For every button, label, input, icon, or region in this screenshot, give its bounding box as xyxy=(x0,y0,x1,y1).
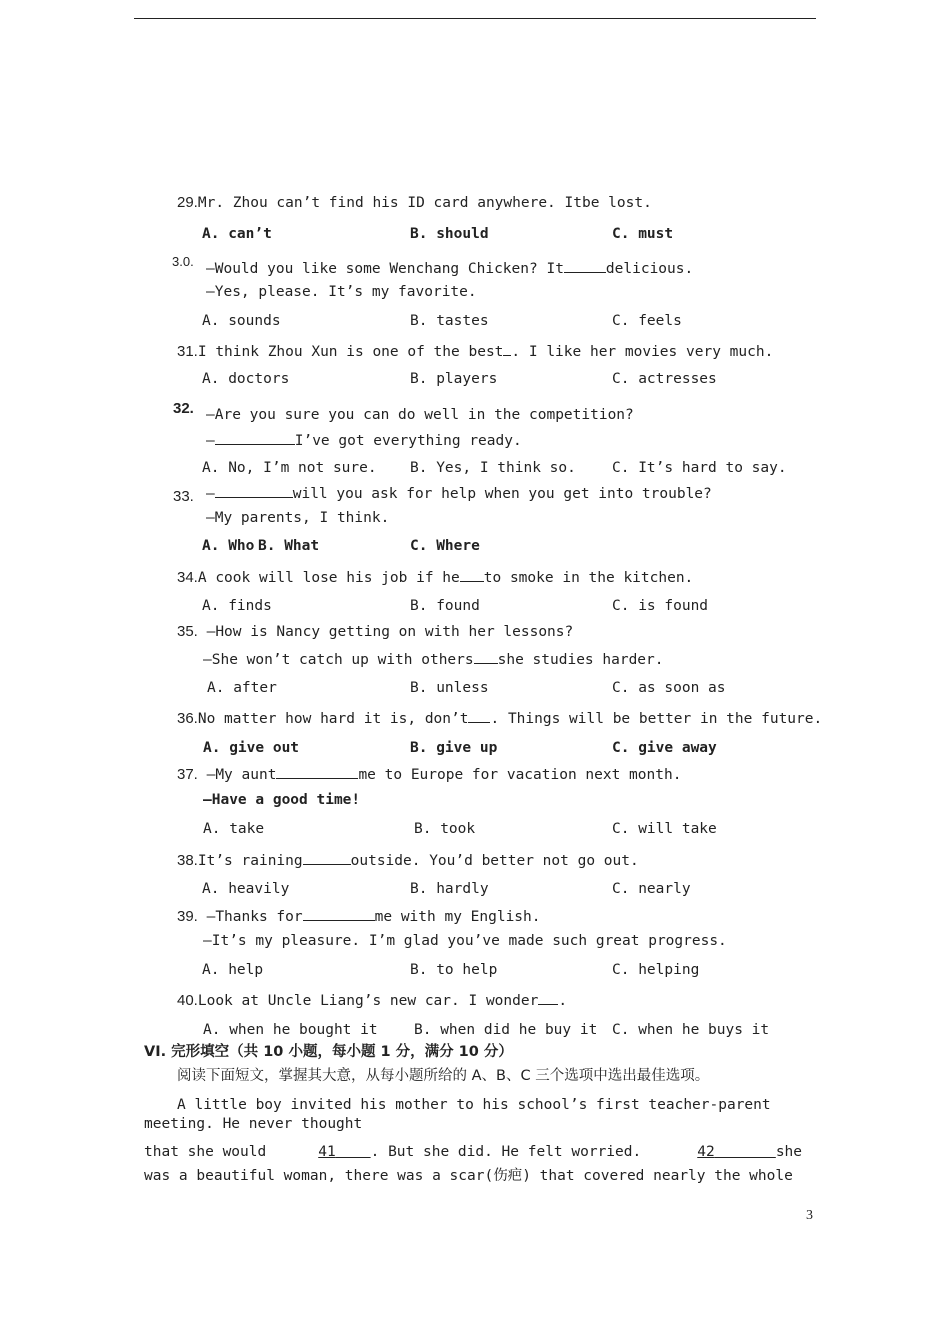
answer-blank xyxy=(303,906,375,921)
section-instruction: 阅读下面短文，掌握其大意，从每小题所给的 A、B、C 三个选项中选出最佳选项。 xyxy=(177,1068,710,1084)
answer-blank xyxy=(215,430,295,445)
answer-blank xyxy=(276,764,358,779)
page-number: 3 xyxy=(806,1208,813,1223)
q32-option-b: B. Yes, I think so. xyxy=(410,460,576,476)
q34-option-b: B. found xyxy=(410,598,480,614)
question-38: 38.It’s raining outside. You’d better not go out. xyxy=(177,852,639,869)
answer-blank xyxy=(564,258,606,273)
question-37-line2: —Have a good time! xyxy=(203,792,361,808)
q36-option-a: A. give out xyxy=(203,740,300,756)
q37-option-a: A. take xyxy=(203,821,265,837)
question-29: 29.Mr. Zhou can’t find his ID card anywhere. Itbe lost. xyxy=(177,194,652,211)
question-35-line1: 35. —How is Nancy getting on with her lessons? xyxy=(177,623,574,640)
question-32-line2: — I’ve got everything ready. xyxy=(206,430,522,450)
q39-option-c: C. helping xyxy=(612,962,700,978)
q34-option-c: C. is found xyxy=(612,598,709,614)
answer-blank xyxy=(474,649,498,664)
top-rule xyxy=(134,18,816,19)
blank-41: 41 xyxy=(318,1144,336,1160)
q34-option-a: A. finds xyxy=(202,598,272,614)
question-30-line1: —Would you like some Wenchang Chicken? It delicious. xyxy=(206,258,693,278)
question-30-line2: —Yes, please. It’s my favorite. xyxy=(206,284,477,300)
question-33-line2: —My parents, I think. xyxy=(206,510,390,526)
question-30-number: 3.0. xyxy=(172,254,194,269)
answer-blank xyxy=(468,708,490,723)
question-39-line1: 39. —Thanks for me with my English. xyxy=(177,908,541,925)
q33-option-a: A. Who xyxy=(202,538,255,554)
q31-option-b: B. players xyxy=(410,371,498,387)
question-39-line2: —It’s my pleasure. I’m glad you’ve made such great progress. xyxy=(203,933,727,949)
q30-option-a: A. sounds xyxy=(202,313,281,329)
q36-option-b: B. give up xyxy=(410,740,498,756)
q39-option-b: B. to help xyxy=(410,962,498,978)
question-37-line1: 37. —My aunt me to Europe for vacation next month. xyxy=(177,766,682,783)
q38-option-b: B. hardly xyxy=(410,881,489,897)
q35-option-c: C. as soon as xyxy=(612,680,726,696)
answer-blank xyxy=(460,567,484,582)
q33-option-c: C. Where xyxy=(410,538,480,554)
q29-option-b: B. should xyxy=(410,226,489,242)
answer-blank xyxy=(303,850,351,865)
passage-line-3: that she would 41 . But she did. He felt worried. 42 she xyxy=(144,1144,803,1160)
passage-line-1: A little boy invited his mother to his school’s first teacher-parent xyxy=(177,1097,771,1113)
answer-blank xyxy=(215,483,293,498)
q30-option-c: C. feels xyxy=(612,313,682,329)
q40-option-c: C. when he buys it xyxy=(612,1022,770,1038)
passage-line-2: meeting. He never thought xyxy=(144,1116,363,1132)
q29-option-c: C. must xyxy=(612,226,674,242)
q39-option-a: A. help xyxy=(202,962,264,978)
q32-option-c: C. It’s hard to say. xyxy=(612,460,787,476)
q30-option-b: B. tastes xyxy=(410,313,489,329)
answer-blank xyxy=(538,990,558,1005)
question-33-number: 33. xyxy=(173,488,194,505)
blank-42: 42 xyxy=(697,1144,715,1160)
q38-option-c: C. nearly xyxy=(612,881,691,897)
question-36: 36.No matter how hard it is, don’t . Things will be better in the future. xyxy=(177,710,823,727)
question-32-line1: —Are you sure you can do well in the competition? xyxy=(206,407,634,423)
q38-option-a: A. heavily xyxy=(202,881,290,897)
question-33-line1: — will you ask for help when you get into trouble? xyxy=(206,483,712,503)
question-40: 40.Look at Uncle Liang’s new car. I wonder . xyxy=(177,992,568,1009)
section-heading: VI. 完形填空（共 10 小题，每小题 1 分，满分 10 分） xyxy=(144,1044,513,1060)
q37-option-b: B. took xyxy=(414,821,476,837)
passage-line-4: was a beautiful woman, there was a scar(伤疤) that covered nearly the whole xyxy=(144,1168,793,1184)
question-34: 34.A cook will lose his job if he to smoke in the kitchen. xyxy=(177,569,694,586)
q32-option-a: A. No, I’m not sure. xyxy=(202,460,377,476)
q36-option-c: C. give away xyxy=(612,740,717,756)
q29-option-a: A. can’t xyxy=(202,226,272,242)
q31-option-c: C. actresses xyxy=(612,371,717,387)
q35-option-a: A. after xyxy=(207,680,277,696)
question-35-line2: —She won’t catch up with others she studies harder. xyxy=(203,649,664,669)
question-32-number: 32. xyxy=(173,400,194,417)
q40-option-a: A. when he bought it xyxy=(203,1022,378,1038)
q33-option-b: B. What xyxy=(258,538,320,554)
q40-option-b: B. when did he buy it xyxy=(414,1022,598,1038)
q37-option-c: C. will take xyxy=(612,821,717,837)
q31-option-a: A. doctors xyxy=(202,371,290,387)
question-31: 31.I think Zhou Xun is one of the best . I like her movies very much. xyxy=(177,343,774,360)
q35-option-b: B. unless xyxy=(410,680,489,696)
